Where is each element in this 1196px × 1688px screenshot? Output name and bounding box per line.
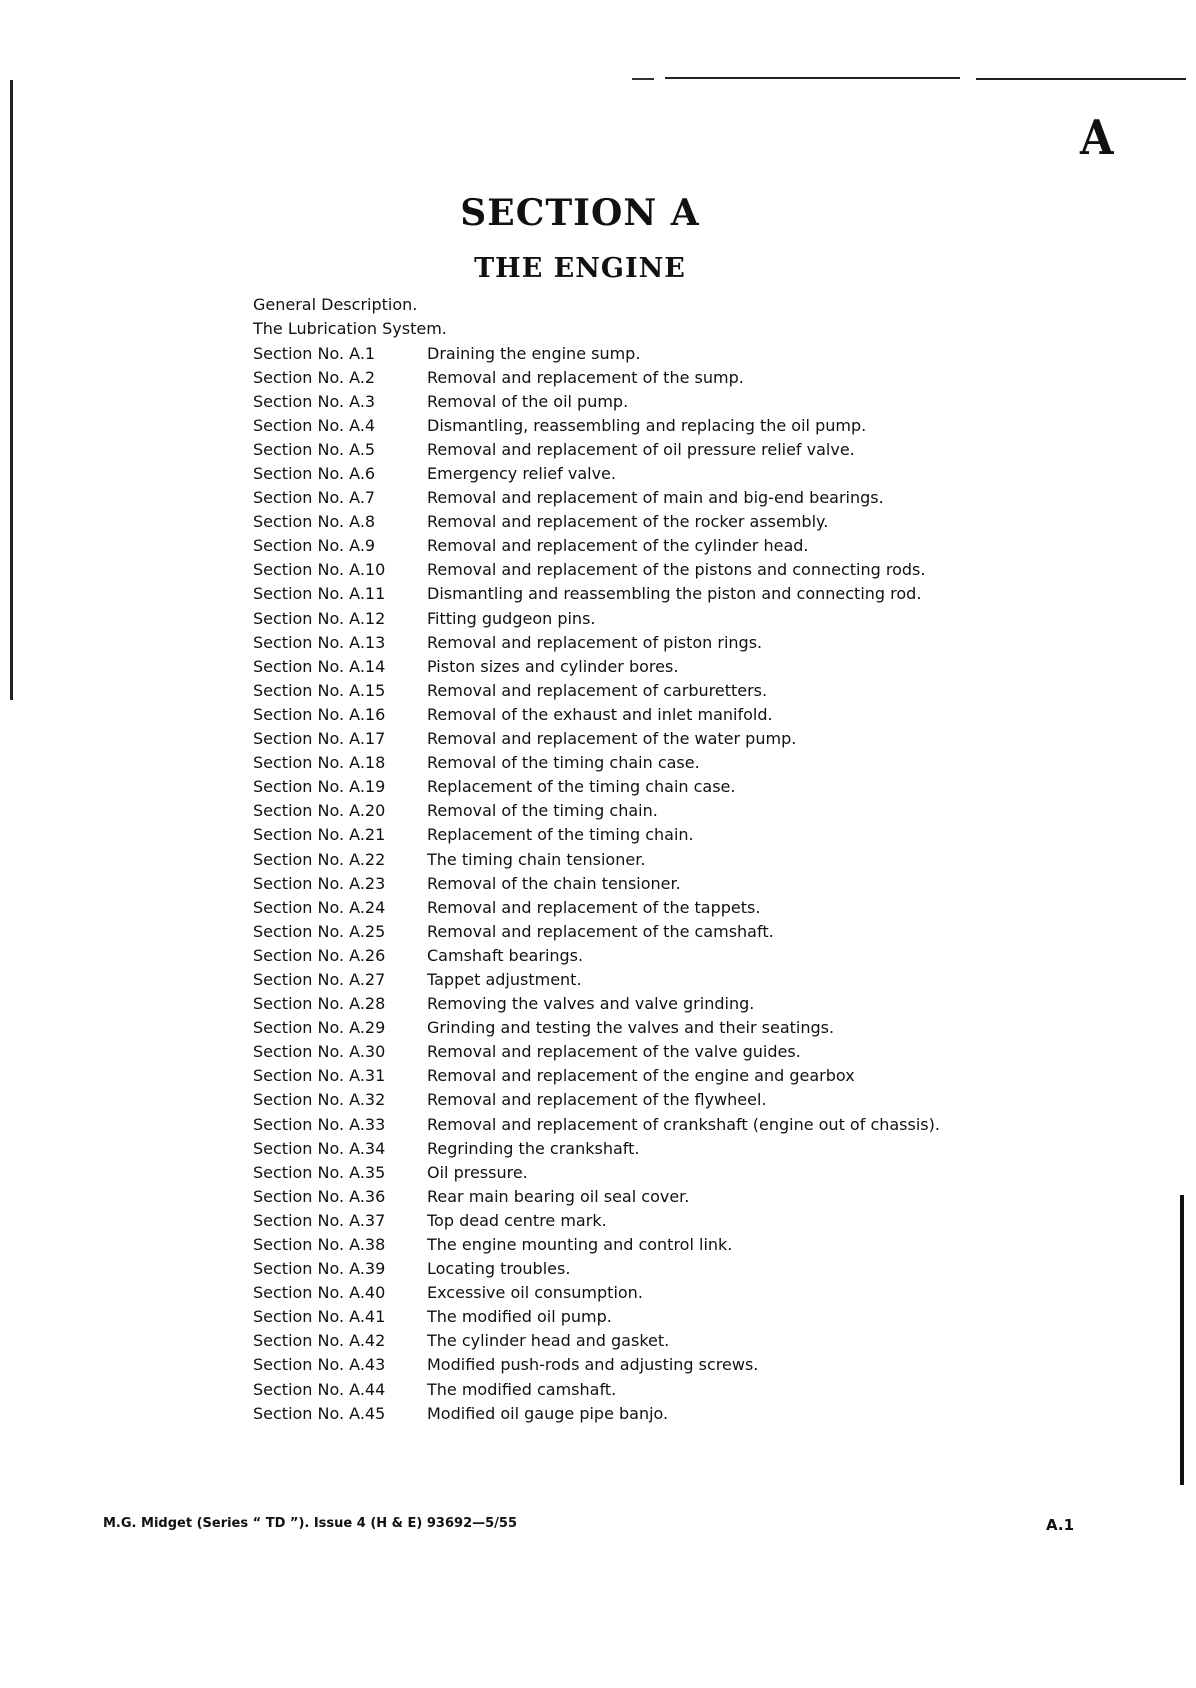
section-number: Section No. A.27 xyxy=(253,969,386,989)
section-number: Section No. A.41 xyxy=(253,1307,386,1327)
section-subtitle: THE ENGINE xyxy=(474,253,686,284)
section-number: Section No. A.20 xyxy=(253,801,386,821)
section-heading: Removal and replacement of carburetters. xyxy=(427,680,768,700)
contents-row xyxy=(253,1377,1153,1401)
section-number: Section No. A.11 xyxy=(253,584,386,604)
section-heading: Removal and replacement of oil pressure relief valve. xyxy=(427,439,855,459)
section-heading: Grinding and testing the valves and their seatings. xyxy=(427,1018,835,1038)
contents-row xyxy=(253,678,1153,702)
section-number: Section No. A.31 xyxy=(253,1066,386,1086)
contents-row xyxy=(253,606,1153,630)
contents-row xyxy=(253,871,1153,895)
section-title: SECTION A xyxy=(460,192,700,234)
header-rule-right xyxy=(976,78,1186,80)
section-number: Section No. A.4 xyxy=(253,415,376,435)
section-heading: Replacement of the timing chain. xyxy=(427,825,694,845)
section-heading: Removal and replacement of the cylinder head. xyxy=(427,536,809,556)
section-heading: Removal of the timing chain. xyxy=(427,801,658,821)
section-number: Section No. A.6 xyxy=(253,464,376,484)
section-number: Section No. A.22 xyxy=(253,849,386,869)
section-heading: Locating troubles. xyxy=(427,1259,571,1279)
section-heading: Piston sizes and cylinder bores. xyxy=(427,656,679,676)
contents-row xyxy=(253,341,1153,365)
section-heading: The modified oil pump. xyxy=(427,1307,612,1327)
contents-row xyxy=(253,1112,1153,1136)
section-number: Section No. A.32 xyxy=(253,1090,386,1110)
section-heading: Removal and replacement of main and big-end bearings. xyxy=(427,488,884,508)
intro-list xyxy=(253,293,447,341)
section-number: Section No. A.37 xyxy=(253,1210,386,1230)
section-heading: The engine mounting and control link. xyxy=(427,1235,733,1255)
contents-row xyxy=(253,992,1153,1016)
section-number: Section No. A.43 xyxy=(253,1355,386,1375)
intro-lubrication-system: The Lubrication System. xyxy=(253,319,447,338)
contents-row xyxy=(253,1232,1153,1256)
contents-row xyxy=(253,943,1153,967)
section-number: Section No. A.14 xyxy=(253,656,386,676)
section-heading: Rear main bearing oil seal cover. xyxy=(427,1186,690,1206)
section-heading: The timing chain tensioner. xyxy=(427,849,646,869)
contents-row xyxy=(253,510,1153,534)
section-number: Section No. A.1 xyxy=(253,343,376,363)
header-rule-short xyxy=(632,78,654,80)
section-number: Section No. A.44 xyxy=(253,1379,386,1399)
contents-row xyxy=(253,1208,1153,1232)
contents-row xyxy=(253,1305,1153,1329)
section-heading: Removal and replacement of the water pump. xyxy=(427,729,797,749)
contents-row xyxy=(253,775,1153,799)
contents-row xyxy=(253,895,1153,919)
section-number: Section No. A.35 xyxy=(253,1162,386,1182)
section-number: Section No. A.17 xyxy=(253,729,386,749)
section-number: Section No. A.25 xyxy=(253,921,386,941)
contents-row xyxy=(253,558,1153,582)
contents-row xyxy=(253,389,1153,413)
contents-row xyxy=(253,919,1153,943)
section-heading: Replacement of the timing chain case. xyxy=(427,777,736,797)
section-number: Section No. A.18 xyxy=(253,753,386,773)
section-heading: Removal and replacement of the flywheel. xyxy=(427,1090,767,1110)
contents-row xyxy=(253,702,1153,726)
section-number: Section No. A.7 xyxy=(253,488,376,508)
section-number: Section No. A.8 xyxy=(253,512,376,532)
section-heading: Dismantling and reassembling the piston and connecting rod. xyxy=(427,584,922,604)
contents-row xyxy=(253,1160,1153,1184)
section-number: Section No. A.10 xyxy=(253,560,386,580)
contents-row xyxy=(253,1088,1153,1112)
contents-row xyxy=(253,413,1153,437)
section-number: Section No. A.12 xyxy=(253,608,386,628)
contents-row xyxy=(253,727,1153,751)
section-number: Section No. A.19 xyxy=(253,777,386,797)
contents-row xyxy=(253,1040,1153,1064)
section-heading: The cylinder head and gasket. xyxy=(427,1331,670,1351)
contents-row xyxy=(253,823,1153,847)
contents-row xyxy=(253,751,1153,775)
section-heading: Removal of the oil pump. xyxy=(427,391,629,411)
section-heading: Removing the valves and valve grinding. xyxy=(427,994,755,1014)
section-heading: Top dead centre mark. xyxy=(427,1210,607,1230)
section-number: Section No. A.21 xyxy=(253,825,386,845)
section-letter: A xyxy=(1080,110,1114,166)
section-heading: Removal and replacement of the valve guides. xyxy=(427,1042,801,1062)
contents-row xyxy=(253,1353,1153,1377)
contents-row xyxy=(253,967,1153,991)
section-number: Section No. A.38 xyxy=(253,1235,386,1255)
section-number: Section No. A.15 xyxy=(253,680,386,700)
section-number: Section No. A.24 xyxy=(253,897,386,917)
section-number: Section No. A.16 xyxy=(253,704,386,724)
section-number: Section No. A.13 xyxy=(253,632,386,652)
contents-row xyxy=(253,1184,1153,1208)
section-number: Section No. A.5 xyxy=(253,439,376,459)
contents-row xyxy=(253,437,1153,461)
contents-row xyxy=(253,799,1153,823)
section-heading: Removal of the timing chain case. xyxy=(427,753,700,773)
contents-row xyxy=(253,582,1153,606)
section-heading: Removal and replacement of the pistons and connecting rods. xyxy=(427,560,926,580)
section-number: Section No. A.36 xyxy=(253,1186,386,1206)
section-heading: Camshaft bearings. xyxy=(427,945,584,965)
contents-row xyxy=(253,1064,1153,1088)
section-number: Section No. A.39 xyxy=(253,1259,386,1279)
section-heading: Dismantling, reassembling and replacing the oil pump. xyxy=(427,415,867,435)
section-number: Section No. A.29 xyxy=(253,1018,386,1038)
contents-list xyxy=(253,341,1153,1425)
section-number: Section No. A.33 xyxy=(253,1114,386,1134)
contents-row xyxy=(253,1257,1153,1281)
section-heading: Emergency relief valve. xyxy=(427,464,616,484)
intro-general-description: General Description. xyxy=(253,295,418,314)
contents-row xyxy=(253,486,1153,510)
section-heading: Removal of the exhaust and inlet manifold. xyxy=(427,704,773,724)
section-number: Section No. A.9 xyxy=(253,536,376,556)
contents-row xyxy=(253,1329,1153,1353)
section-heading: Removal and replacement of the sump. xyxy=(427,367,744,387)
contents-row xyxy=(253,1136,1153,1160)
section-heading: Removal and replacement of the camshaft. xyxy=(427,921,774,941)
left-margin-bar xyxy=(10,80,13,700)
section-heading: Excessive oil consumption. xyxy=(427,1283,643,1303)
contents-row xyxy=(253,534,1153,558)
contents-row xyxy=(253,1401,1153,1425)
section-heading: Removal and replacement of the tappets. xyxy=(427,897,761,917)
section-heading: Removal and replacement of the engine and gearbox xyxy=(427,1066,855,1086)
section-number: Section No. A.28 xyxy=(253,994,386,1014)
contents-row xyxy=(253,630,1153,654)
header-rule xyxy=(665,77,960,79)
section-heading: Removal and replacement of the rocker assembly. xyxy=(427,512,829,532)
contents-row xyxy=(253,461,1153,485)
contents-row xyxy=(253,1016,1153,1040)
section-number: Section No. A.42 xyxy=(253,1331,386,1351)
section-heading: Oil pressure. xyxy=(427,1162,528,1182)
section-heading: Removal and replacement of piston rings. xyxy=(427,632,763,652)
footer-publication: M.G. Midget (Series “ TD ”). Issue 4 (H & E) 93692—5/55 xyxy=(103,1516,517,1531)
contents-row xyxy=(253,1281,1153,1305)
footer-page-number: A.1 xyxy=(1046,1516,1075,1534)
section-number: Section No. A.40 xyxy=(253,1283,386,1303)
section-heading: Modified push-rods and adjusting screws. xyxy=(427,1355,759,1375)
section-number: Section No. A.23 xyxy=(253,873,386,893)
section-heading: Removal and replacement of crankshaft (engine out of chassis). xyxy=(427,1114,940,1134)
section-heading: Removal of the chain tensioner. xyxy=(427,873,681,893)
contents-row xyxy=(253,365,1153,389)
section-number: Section No. A.2 xyxy=(253,367,376,387)
section-number: Section No. A.3 xyxy=(253,391,376,411)
section-heading: Fitting gudgeon pins. xyxy=(427,608,596,628)
section-number: Section No. A.26 xyxy=(253,945,386,965)
section-heading: The modified camshaft. xyxy=(427,1379,617,1399)
contents-row xyxy=(253,654,1153,678)
section-heading: Tappet adjustment. xyxy=(427,969,582,989)
section-number: Section No. A.34 xyxy=(253,1138,386,1158)
section-number: Section No. A.45 xyxy=(253,1403,386,1423)
section-number: Section No. A.30 xyxy=(253,1042,386,1062)
section-heading: Draining the engine sump. xyxy=(427,343,641,363)
section-heading: Regrinding the crankshaft. xyxy=(427,1138,640,1158)
section-heading: Modified oil gauge pipe banjo. xyxy=(427,1403,669,1423)
contents-row xyxy=(253,847,1153,871)
right-margin-bar xyxy=(1180,1195,1184,1485)
